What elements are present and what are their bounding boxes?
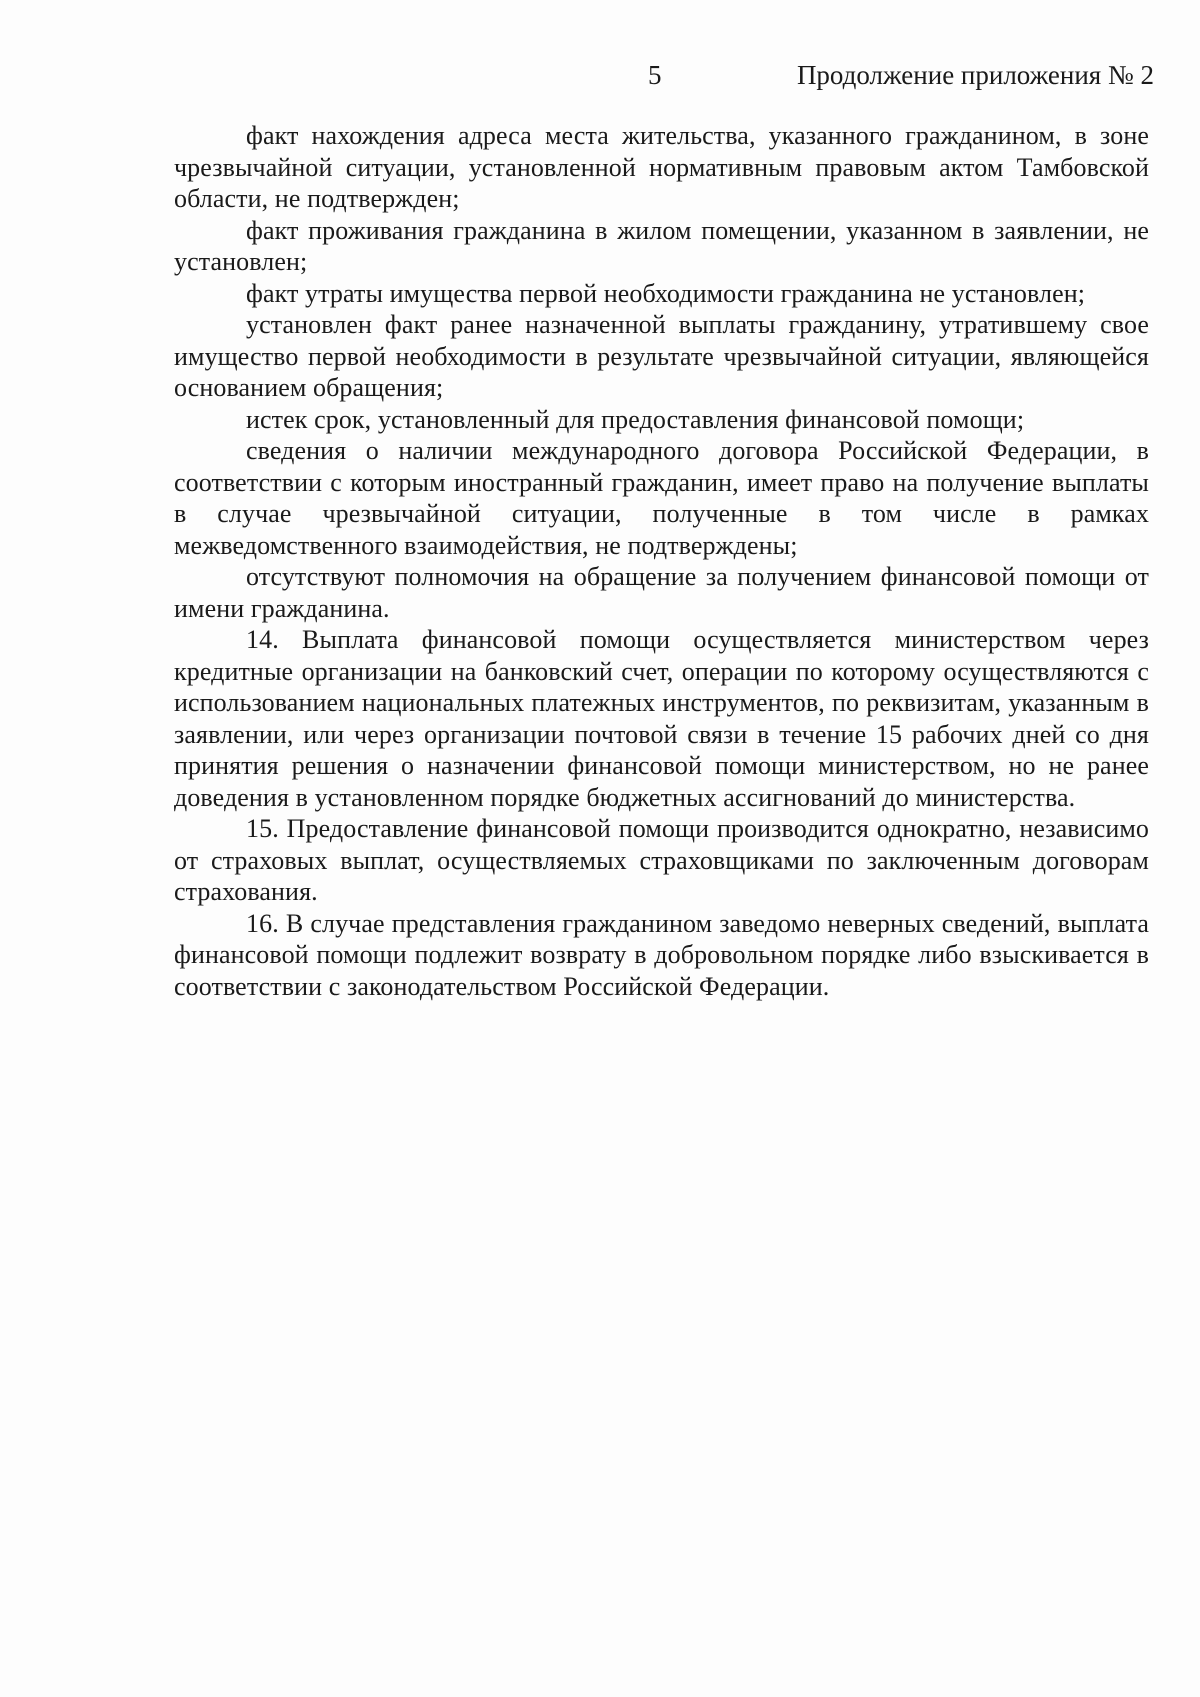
paragraph-prior-payment-established: установлен факт ранее назначенной выплаты гражданину, утратившему свое имущество первой необходимости в результате чрезвычайной ситуации, являющейся основанием обращения; bbox=[174, 310, 1149, 402]
clause-16: 16. В случае представления гражданином заведомо неверных сведений, выплата финансовой помощи подлежит возврату в добровольном порядке либо взыскивается в соответствии с законодательством Российской Федерации. bbox=[174, 908, 1149, 1001]
page-number: 5 bbox=[648, 60, 662, 90]
page-header bbox=[0, 58, 1200, 98]
paragraph-address-not-confirmed: факт нахождения адреса места жительства, указанного гражданином, в зоне чрезвычайной ситуации, установленной нормативным правовым актом Тамбовской области, не подтвержден; bbox=[174, 121, 1149, 213]
appendix-continuation-label: Продолжение приложения № 2 bbox=[796, 60, 1154, 90]
paragraph-no-authority: отсутствуют полномочия на обращение за получением финансовой помощи от имени гражданина. bbox=[174, 562, 1149, 623]
clause-14: 14. Выплата финансовой помощи осуществляется министерством через кредитные организации на банковский счет, операции по которому осуществляются с использованием национальных платежных инструментов, по реквизитам, указанным в заявлении, или через организации почтовой связи в течение 15 рабочих дней со дня принятия решения о назначении финансовой помощи министерством, но не ранее доведения в установленном порядке бюджетных ассигнований до министерства. bbox=[174, 625, 1149, 812]
paragraph-international-treaty: сведения о наличии международного договора Российской Федерации, в соответствии с которым иностранный гражданин, имеет право на получение выплаты в случае чрезвычайной ситуации, полученные в том числе в рамках межведомственного взаимодействия, не подтверждены; bbox=[174, 436, 1149, 560]
paragraph-property-loss-not-established: факт утраты имущества первой необходимости гражданина не установлен; bbox=[246, 278, 1086, 308]
paragraph-deadline-expired: истек срок, установленный для предоставления финансовой помощи; bbox=[246, 404, 1025, 434]
document-body bbox=[174, 120, 1149, 1002]
paragraph-residence-not-established: факт проживания гражданина в жилом помещении, указанном в заявлении, не установлен; bbox=[174, 215, 1149, 276]
clause-15: 15. Предоставление финансовой помощи производится однократно, независимо от страховых выплат, осуществляемых страховщиками по заключенным договорам страхования. bbox=[174, 814, 1149, 906]
